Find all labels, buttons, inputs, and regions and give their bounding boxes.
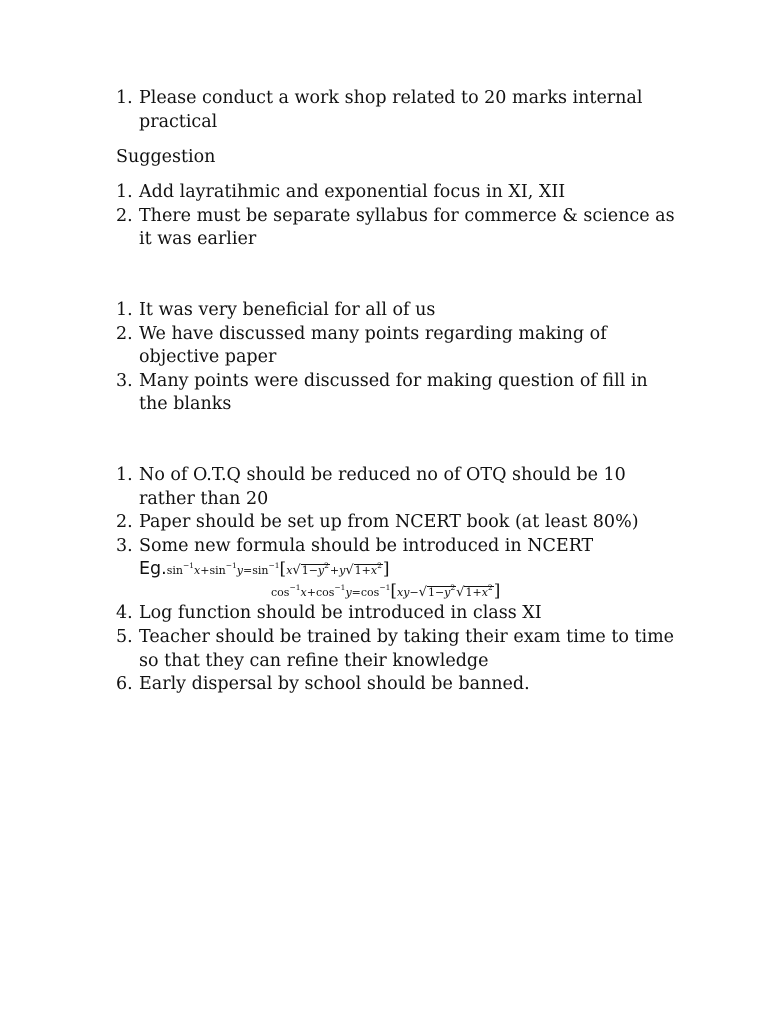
list-item-text: There must be separate syllabus for commerce & science as it was earlier xyxy=(139,205,675,250)
list-item xyxy=(116,464,676,511)
list-item xyxy=(116,602,676,626)
list-number: 2. xyxy=(116,512,133,533)
list-number: 1. xyxy=(116,465,133,485)
feedback-list xyxy=(116,299,676,417)
list-number: 3. xyxy=(116,535,133,556)
list-item xyxy=(116,673,676,697)
list-item-text: Early dispersal by school should be banned. xyxy=(139,674,530,695)
list-item-text: No of O.T.Q should be reduced no of OTQ should be 10 rather than 20 xyxy=(139,465,626,509)
eg-label: Eg. xyxy=(139,559,167,580)
list-item-text: Add layratihmic and exponential focus in XI, XII xyxy=(139,182,566,202)
list-number: 1. xyxy=(116,88,133,108)
list-number: 5. xyxy=(116,626,133,647)
list-item-text: Please conduct a work shop related to 20 marks internal practical xyxy=(139,88,643,132)
list-item xyxy=(116,299,676,323)
list-item-text: Many points were discussed for making question of fill in the blanks xyxy=(139,370,648,415)
list-number: 4. xyxy=(116,603,133,624)
list-item-text: We have discussed many points regarding making of objective paper xyxy=(139,323,607,368)
suggestion-list xyxy=(116,181,676,252)
suggestion-heading: Suggestion xyxy=(116,147,216,167)
list-number: 6. xyxy=(116,674,133,695)
list-number: 2. xyxy=(116,323,133,344)
list-number: 3. xyxy=(116,370,133,391)
list-item xyxy=(116,626,676,673)
list-item xyxy=(116,87,676,134)
list-item xyxy=(116,323,676,370)
workshop-request-list xyxy=(116,87,676,134)
list-number: 1. xyxy=(116,182,133,202)
list-item xyxy=(116,535,676,603)
formula-sin-inverse: $Eg.\sin^{-1}x+\sin^{-1}y=\sin^{-1}[x√1-y^2+y√1+x^2]$ xyxy=(139,559,390,580)
recommendation-list xyxy=(116,464,676,697)
list-item-text: Log function should be introduced in class XI xyxy=(139,603,542,624)
list-item-text: Teacher should be trained by taking their exam time to time so that they can refine their knowledge xyxy=(139,626,675,671)
list-item xyxy=(116,511,676,535)
list-item-text: Some new formula should be introduced in NCERT xyxy=(139,535,594,556)
list-item-text: It was very beneficial for all of us xyxy=(139,300,436,320)
list-number: 2. xyxy=(116,205,133,226)
formula-cos-inverse: $\cos^{-1}x+\cos^{-1}y=\cos^{-1}[xy-√1-y^2√1+x^2]$ xyxy=(271,581,501,602)
list-item xyxy=(116,205,676,252)
list-item-text: Paper should be set up from NCERT book (at least 80%) xyxy=(139,512,639,533)
list-item xyxy=(116,370,676,417)
list-item xyxy=(116,181,676,205)
list-number: 1. xyxy=(116,300,133,320)
